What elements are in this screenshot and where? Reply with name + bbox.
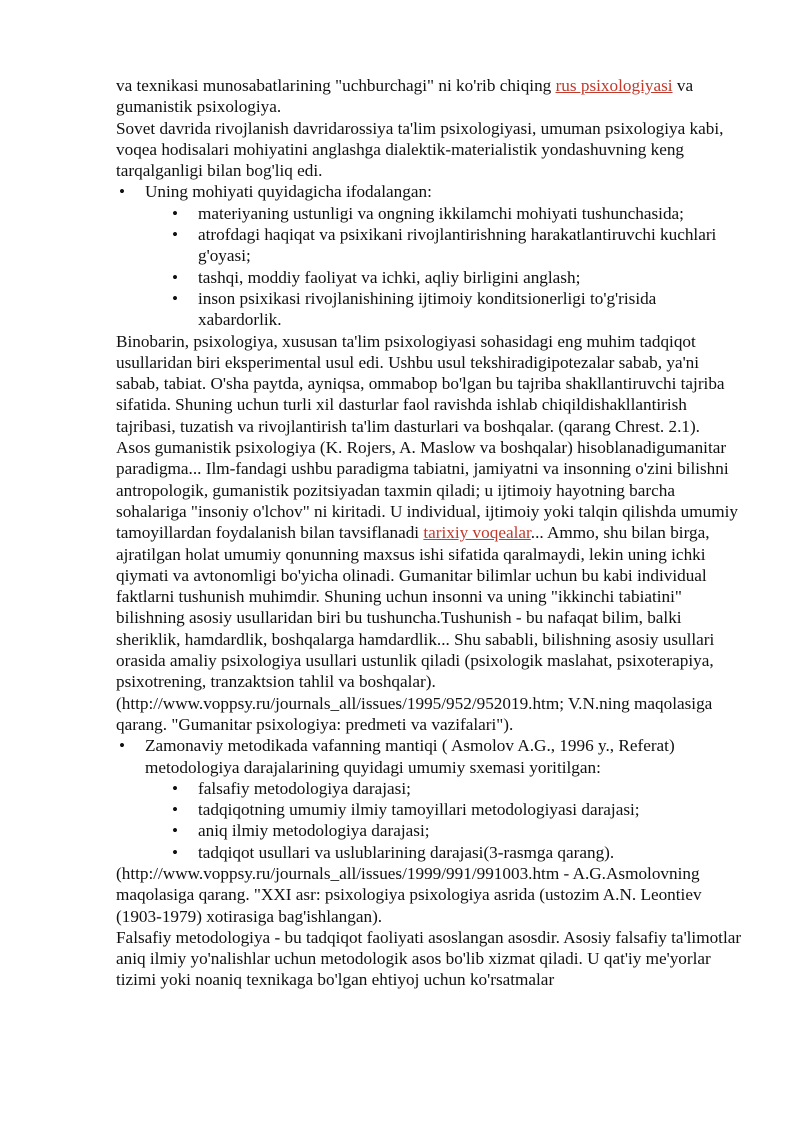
text-segment: Asos gumanistik psixologiya (K. Rojers, A. Maslow va boshqalar) hisoblanadigumanitar paradigma... Ilm-fandagi ushbu paradigma tabiatni, jamiyatni va insonning o'zini bilishni antropologik, gumanistik pozitsiyadan taxmin qiladi; u ijtimoiy hayotning barcha sohalariga "insoniy o'lchov" ni kiritadi. U individual, ijtimoiy yoki talqin qilishda umumiy tamoyillardan foydalanish bilan tavsiflanadi	[116, 438, 738, 543]
list-item	[116, 181, 742, 330]
essence-list	[116, 181, 742, 330]
paragraph-experimental-method: Binobarin, psixologiya, xususan ta'lim psixologiyasi sohasidagi eng muhim tadqiqot usullaridan biri eksperimental usul edi. Ushbu usul tekshiradigipotezalar sabab, ya'ni sabab, tabiat. O'sha paytda, ayniqsa, ommabop bo'lgan bu tajriba shakllantiruvchi tajriba sifatida. Shuning uchun turli xil dasturlar faol ravishda ishlab chiqildishakllantirish tajribasi, tuzatish va rivojlantirish ta'lim dasturlari va boshqalar. (qarang Chrest. 2.1).	[116, 331, 725, 436]
text-segment: va gumanistik psixologiya.	[116, 76, 694, 117]
link-rus-psixologiyasi[interactable]: rus psixologiyasi	[555, 76, 673, 95]
paragraph-philosophical-methodology: Falsafiy metodologiya - bu tadqiqot faoliyati asoslangan asosdir. Asosiy falsafiy ta'limotlar aniq ilmiy yo'nalishlar uchun metodologik asos bo'lib xizmat qiladi. U qat'iy me'yorlar tizimi yoki noaniq texnikaga bo'lgan ehtiyoj uchun ko'rsatmalar	[116, 927, 742, 990]
sublist-item: • aniq ilmiy metodologiya darajasi;	[145, 820, 742, 841]
sublist-item: • falsafiy metodologiya darajasi;	[145, 778, 742, 799]
sublist-item: • inson psixikasi rivojlanishining ijtimoiy konditsionerligi to'g'risida xabardorlik.	[145, 288, 742, 331]
paragraph-reference: (http://www.voppsy.ru/journals_all/issues/1999/991/991003.htm - A.G.Asmolovning maqolasiga qarang. "XXI asr: psixologiya psixologiya asrida (ustozim A.N. Leontiev (1903-1979) xotirasiga bag'ishlangan).	[116, 863, 702, 926]
list-item-text: Uning mohiyati quyidagicha ifodalangan:	[145, 182, 432, 202]
link-tarixiy-voqealar[interactable]: tarixiy voqealar	[423, 523, 531, 543]
paragraph-humanistic-psychology	[116, 437, 742, 735]
methodology-list	[116, 735, 742, 863]
essence-sublist	[145, 203, 742, 331]
sublist-item: • atrofdagi haqiqat va psixikani rivojlantirishning harakatlantiruvchi kuchlari g'oyasi;	[145, 224, 742, 267]
sublist-item: • tadqiqot usullari va uslublarining darajasi(3-rasmga qarang).	[145, 842, 742, 863]
methodology-sublist	[145, 778, 742, 863]
paragraph-soviet-period: Sovet davrida rivojlanish davridarossiya ta'lim psixologiyasi, umuman psixologiya kabi, voqea hodisalari mohiyatini anglashga dialektik-materialistik yondashuvning keng tarqalganligi bilan bog'liq edi.	[116, 118, 724, 181]
sublist-item: • tashqi, moddiy faoliyat va ichki, aqliy birligini anglash;	[145, 267, 742, 288]
sublist-item: • materiyaning ustunligi va ongning ikkilamchi mohiyati tushunchasida;	[145, 203, 742, 224]
text-segment: va texnikasi munosabatlarining "uchburchagi" ni ko'rib chiqing	[116, 76, 556, 95]
text-segment: ... Ammo, shu bilan birga, ajratilgan holat umumiy qonunning maxsus ishi sifatida qaralmaydi, lekin uning ichki qiymati va avtonomligi bo'yicha olinadi. Gumanitar bilimlar uchun bu kabi individual faktlarni tushunish muhimdir. Shuning uchun insonni va uning "ikkinchi tabiatini" bilishning asosiy usullaridan biri bu tushuncha.Tushunish - bu nafaqat bilim, balki sheriklik, hamdardlik, boshqalarga hamdardlik... Shu sababli, bilishning asosiy usullari orasida amaliy psixologiya usullari ustunlik qiladi (psixologik maslahat, psixoterapiya, psixotrening, tranzaktsion tahlil va boshqalar). (http://www.voppsy.ru/journals_all/issues/1995/952/952019.htm; V.N.ning maqolasiga qarang. "Gumanitar psixologiya: predmeti va vazifalari").	[116, 523, 715, 734]
list-item	[116, 735, 742, 863]
list-item-text: Zamonaviy metodikada vafanning mantiqi ( Asmolov A.G., 1996 y., Referat) metodologiya darajalarining quyidagi umumiy sxemasi yoritilgan:	[145, 736, 675, 777]
sublist-item: • tadqiqotning umumiy ilmiy tamoyillari metodologiyasi darajasi;	[145, 799, 742, 820]
paragraph-intro	[116, 75, 742, 118]
